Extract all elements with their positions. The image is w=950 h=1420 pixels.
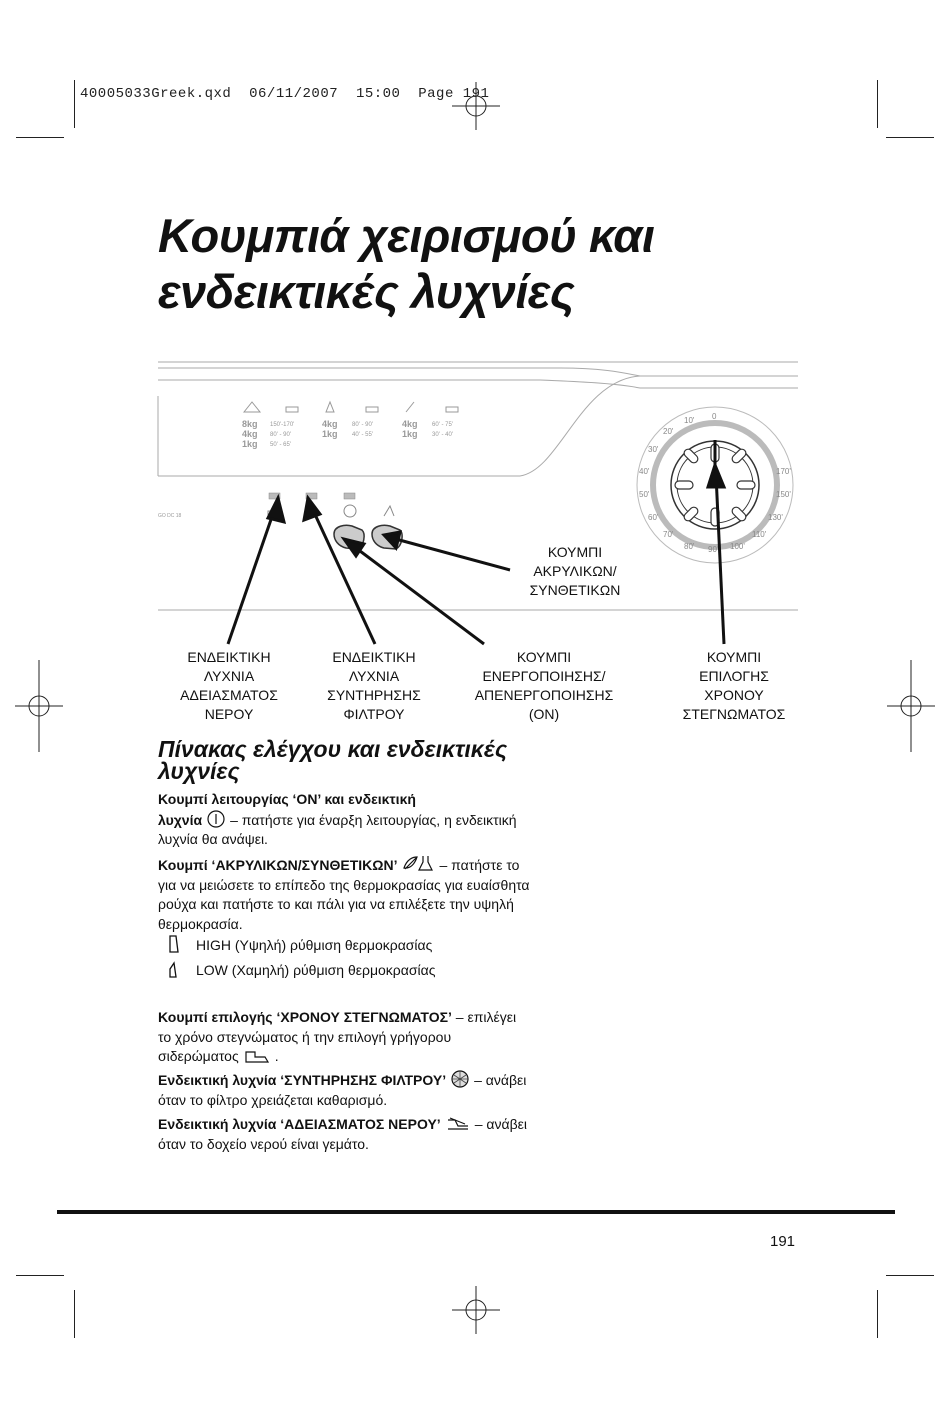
dial-mark: 40'	[639, 467, 650, 476]
cotton-icon	[244, 402, 260, 412]
callout-line: ΕΝΕΡΓΟΠΟΙΗΣΗΣ/	[482, 668, 606, 684]
body-text: .	[274, 1048, 279, 1064]
program-delicate-loads	[402, 419, 418, 439]
callout-line: ΚΟΥΜΠΙ	[547, 544, 603, 560]
program-cotton-loads	[242, 419, 258, 449]
dial-mark: 50'	[639, 490, 650, 499]
delicate-icon	[406, 402, 414, 412]
callout-acrylic-button	[510, 543, 640, 600]
body-text: όταν το φίλτρο χρειάζεται καθαρισμό.	[158, 1091, 388, 1108]
body-text: – ανάβει	[474, 1072, 527, 1088]
acrylic-synthetic-icon	[401, 853, 435, 873]
legend-text: HIGH (Υψηλή) ρύθμιση θερμοκρασίας	[196, 937, 433, 953]
page-title-line2: ενδεικτικές λυχνίες	[158, 265, 575, 318]
power-icon	[344, 505, 356, 517]
body-text: ρούχα και πατήστε το και πάλι για να επιλέξετε την υψηλή	[158, 896, 514, 912]
program-synthetic-loads	[322, 419, 338, 439]
load-value: 4kg	[242, 429, 258, 439]
iron-icon	[286, 407, 298, 412]
body-text: όταν το δοχείο νερού είναι γεμάτο.	[158, 1135, 369, 1152]
bold-text: Κουμπί λειτουργίας ‘ON’ και ενδεικτική	[158, 791, 416, 807]
dial-mark: 170'	[776, 467, 791, 476]
dial-mark: 100'	[730, 542, 745, 551]
time-value: 60' - 75'	[432, 422, 453, 428]
iron-icon	[243, 1048, 271, 1064]
program-cotton-times	[270, 420, 294, 450]
paragraph-acrylic-button	[158, 853, 568, 934]
load-value: 1kg	[402, 429, 418, 439]
dial-mark: 0	[712, 412, 717, 421]
filter-icon	[450, 1070, 470, 1088]
synthetic-icon	[326, 402, 334, 412]
callout-line: ΑΚΡΥΛΙΚΩΝ/	[533, 563, 617, 579]
legend-low	[168, 959, 435, 980]
section-heading-line1: Πίνακας ελέγχου και ενδεικτικές	[158, 736, 508, 762]
callout-line: ΑΔΕΙΑΣΜΑΤΟΣ	[180, 687, 278, 703]
section-heading	[158, 738, 578, 782]
callout-line: ΚΟΥΜΠΙ	[516, 649, 572, 665]
paragraph-on-button	[158, 790, 568, 850]
dial-mark: 70'	[663, 530, 674, 539]
dial-mark: 90'	[708, 545, 719, 554]
callout-line: ΕΝΔΕΙΚΤΙΚΗ	[332, 649, 416, 665]
bold-text: λυχνία	[158, 811, 203, 828]
body-text: λυχνία θα ανάψει.	[158, 831, 268, 847]
callout-line: ΕΝΔΕΙΚΤΙΚΗ	[187, 649, 271, 665]
load-value: 4kg	[402, 419, 418, 429]
dial-mark: 110'	[752, 530, 767, 539]
load-value: 4kg	[322, 419, 338, 429]
callout-timer-dial	[668, 648, 800, 724]
callout-line: ΣΤΕΓΝΩΜΑΤΟΣ	[682, 706, 786, 722]
dial-mark: 150'	[776, 490, 791, 499]
program-synthetic-times	[352, 420, 373, 440]
dial-mark: 130'	[768, 513, 783, 522]
page-title-line1: Κουμπιά χειρισμού και	[158, 209, 655, 262]
callout-line: ΛΥΧΝΙΑ	[203, 668, 255, 684]
load-value: 8kg	[242, 419, 258, 429]
callout-on-button	[462, 648, 626, 724]
callout-line: ΣΥΝΤΗΡΗΣΗΣ	[327, 687, 421, 703]
dial-mark: 10'	[684, 416, 695, 425]
time-value: 150'-170'	[270, 422, 295, 428]
model-label: GO DC 18	[158, 513, 182, 519]
water-tank-icon	[445, 1114, 471, 1132]
legend-high	[168, 934, 432, 955]
paragraph-water-indicator	[158, 1114, 568, 1154]
time-value: 80' - 90'	[270, 432, 291, 438]
callout-line: ΑΠΕΝΕΡΓΟΠΟΙΗΣΗΣ	[474, 687, 614, 703]
bold-text: Κουμπί ‘ΑΚΡΥΛΙΚΩΝ/ΣΥΝΘΕΤΙΚΩΝ’	[158, 857, 398, 873]
callout-water-indicator	[168, 648, 290, 724]
callout-line: (ON)	[528, 706, 560, 722]
bold-text: Ενδεικτική λυχνία ‘ΣΥΝΤΗΡΗΣΗΣ ΦΙΛΤΡΟΥ’	[158, 1072, 447, 1088]
body-text: – επιλέγει	[455, 1009, 517, 1025]
load-value: 1kg	[322, 429, 338, 439]
dial-mark: 30'	[648, 445, 659, 454]
file-slug: 40005033Greek.qxd 06/11/2007 15:00 Page 191	[80, 86, 490, 102]
time-value: 50' - 65'	[270, 442, 291, 448]
dial-mark: 20'	[663, 427, 674, 436]
callout-filter-indicator	[313, 648, 435, 724]
bold-text: Ενδεικτική λυχνία ‘ΑΔΕΙΑΣΜΑΤΟΣ ΝΕΡΟΥ’	[158, 1116, 441, 1132]
dial-mark: 80'	[684, 542, 695, 551]
body-text: το χρόνο στεγνώματος ή την επιλογή γρήγορου	[158, 1028, 452, 1045]
time-value: 30' - 40'	[432, 432, 453, 438]
time-value: 80' - 90'	[352, 422, 373, 428]
power-icon	[206, 810, 226, 828]
bold-text: Κουμπί επιλογής ‘ΧΡΟΝΟΥ ΣΤΕΓΝΩΜΑΤΟΣ’	[158, 1009, 452, 1025]
section-heading-line2: λυχνίες	[158, 758, 240, 784]
body-text: για να μειώσετε το επίπεδο της θερμοκρασίας για ευαίσθητα	[158, 876, 530, 893]
load-value: 1kg	[242, 439, 258, 449]
program-delicate-times	[432, 420, 453, 440]
body-text: – πατήστε το	[439, 857, 520, 873]
time-value: 40' - 55'	[352, 432, 373, 438]
callout-line: ΛΥΧΝΙΑ	[348, 668, 400, 684]
callout-line: ΣΥΝΘΕΤΙΚΩΝ	[529, 582, 621, 598]
body-text: σιδερώματος	[158, 1048, 239, 1064]
high-temp-icon	[168, 934, 180, 954]
low-temp-icon	[168, 959, 180, 979]
dial-mark: 60'	[648, 513, 659, 522]
body-text: – ανάβει	[474, 1116, 527, 1132]
callout-line: ΦΙΛΤΡΟΥ	[343, 706, 405, 722]
callout-line: ΚΟΥΜΠΙ	[706, 649, 762, 665]
body-text: – πατήστε για έναρξη λειτουργίας, η ενδεικτική	[230, 811, 517, 828]
acrylic-icon	[384, 506, 394, 516]
paragraph-timer-dial	[158, 1008, 568, 1067]
page-number: 191	[770, 1233, 796, 1250]
callout-line: ΕΠΙΛΟΓΗΣ	[699, 668, 769, 684]
footer-rule	[57, 1210, 895, 1214]
paragraph-filter-indicator	[158, 1070, 568, 1110]
body-text: θερμοκρασία.	[158, 915, 243, 932]
callout-line: ΝΕΡΟΥ	[204, 706, 254, 722]
callout-line: ΧΡΟΝΟΥ	[704, 687, 764, 703]
legend-text: LOW (Χαμηλή) ρύθμιση θερμοκρασίας	[196, 962, 436, 978]
